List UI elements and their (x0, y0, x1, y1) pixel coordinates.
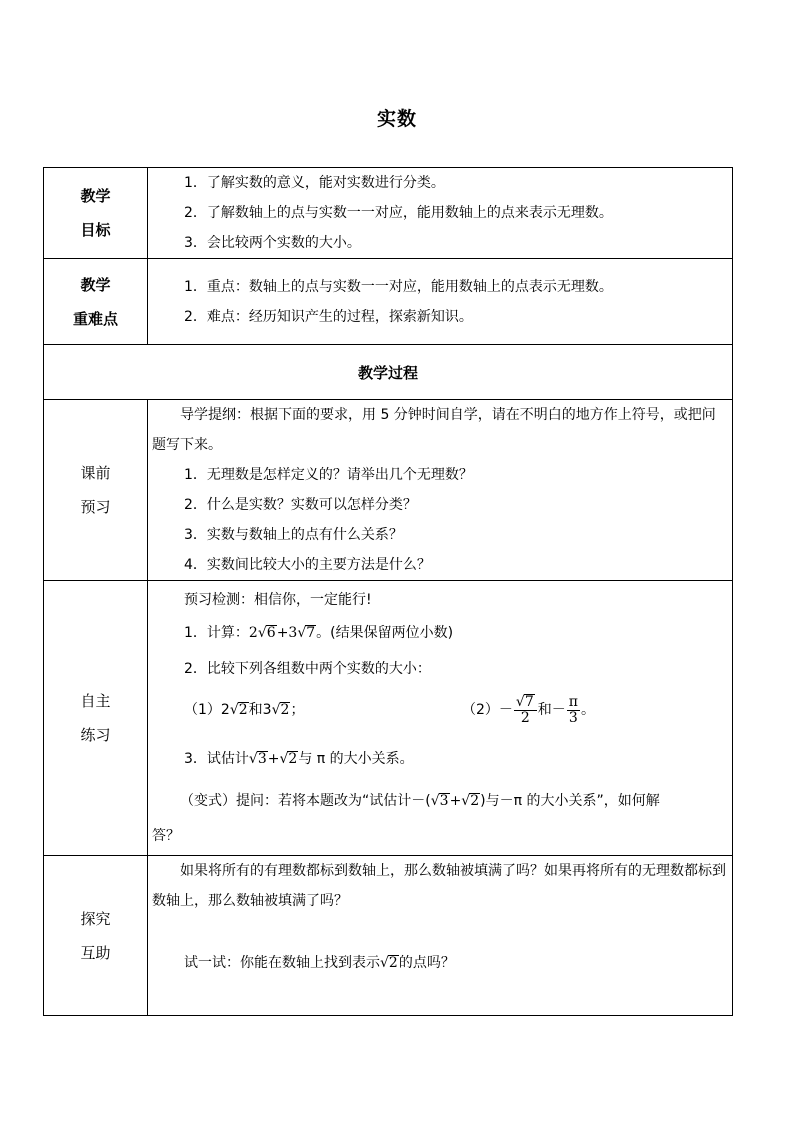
q3-radicand2: 2 (288, 751, 298, 767)
label-preview-line1: 课前 (80, 464, 111, 482)
q2b-frac2-num: π (568, 693, 578, 710)
variant-radicand2: 2 (470, 793, 480, 809)
label-practice-line2: 练习 (80, 726, 111, 744)
q2a-mid: 和3 (248, 702, 272, 718)
sqrt-sign: √ (430, 793, 440, 809)
q2a (184, 687, 304, 733)
label-objectives-line1: 教学 (80, 187, 111, 205)
practice-q1 (152, 615, 728, 651)
variant-radicand1: 3 (439, 793, 449, 809)
label-explore-line1: 探究 (80, 909, 111, 928)
q2b-frac1-radicand: 7 (524, 694, 534, 710)
label-preview-line2: 预习 (80, 498, 111, 516)
row-practice (44, 581, 733, 856)
variant-plus: + (449, 793, 462, 809)
key-points-content (148, 259, 733, 345)
q2b (462, 687, 595, 733)
objectives-content (148, 168, 733, 259)
explore-try (152, 946, 728, 980)
sqrt-sign: √ (380, 955, 389, 971)
sqrt-sign: √ (461, 793, 471, 809)
practice-check: 预习检测：相信你，一定能行! (184, 592, 372, 608)
practice-variant-end: 答？ (152, 828, 180, 844)
row-explore (44, 856, 733, 1016)
preview-content (148, 400, 733, 581)
key-point-item: 2．难点：经历知识产生的过程，探索新知识。 (184, 308, 473, 325)
q3-plus: + (267, 751, 280, 767)
q1-prefix: 1．计算： (184, 625, 249, 641)
q2b-frac2-den: 3 (568, 709, 578, 726)
key-point-item: 1．重点：数轴上的点与实数一一对应，能用数轴上的点表示无理数。 (184, 278, 613, 295)
preview-item: 3．实数与数轴上的点有什么关系？ (184, 527, 403, 543)
practice-variant (152, 781, 728, 821)
label-explore (44, 856, 148, 1016)
practice-q2-parts (152, 687, 728, 737)
sqrt-sign: √ (515, 694, 525, 710)
q2b-frac1 (514, 694, 537, 726)
label-practice (44, 581, 148, 856)
q1-radicand2: 7 (306, 625, 316, 641)
variant-suffix: )与－π 的大小关系”，如何解 (480, 793, 660, 809)
label-explore-line2: 互助 (80, 943, 111, 962)
preview-item: 2．什么是实数？实数可以怎样分类？ (184, 497, 417, 513)
q2a-radicand2: 2 (280, 702, 290, 718)
q2b-suffix: 。 (580, 702, 595, 718)
process-heading: 教学过程 (44, 345, 733, 400)
q3-prefix: 3．试估计 (184, 751, 249, 767)
objective-item: 2．了解数轴上的点与实数一一对应，能用数轴上的点来表示无理数。 (184, 205, 613, 221)
objective-item: 1．了解实数的意义，能对实数进行分类。 (184, 175, 445, 191)
q2a-prefix: （1）2 (184, 702, 230, 718)
practice-content (148, 581, 733, 856)
sqrt-sign: √ (297, 625, 307, 641)
objective-item: 3．会比较两个实数的大小。 (184, 235, 361, 251)
sqrt-sign: √ (279, 751, 289, 767)
try-radicand: 2 (388, 955, 398, 971)
row-process-heading (44, 345, 733, 400)
sqrt-sign: √ (257, 625, 267, 641)
label-objectives-line2: 目标 (80, 221, 111, 239)
preview-intro: 导学提纲：根据下面的要求，用 5 分钟时间自学，请在不明白的地方作上符号，或把问题写下来。 (152, 407, 716, 453)
q2a-radicand1: 2 (238, 702, 248, 718)
q1-coef: 2 (248, 625, 258, 641)
q3-radicand1: 3 (257, 751, 267, 767)
q2a-suffix: ； (290, 702, 305, 718)
label-objectives (44, 168, 148, 259)
lesson-table (43, 167, 733, 1016)
sqrt-sign: √ (248, 751, 258, 767)
q2b-frac2 (567, 695, 580, 726)
practice-q2: 2．比较下列各组数中两个实数的大小： (184, 661, 431, 677)
try-prefix: 试一试：你能在数轴上找到表示 (184, 955, 380, 971)
q1-radicand1: 6 (266, 625, 276, 641)
q1-plus: +3 (276, 625, 298, 641)
q3-suffix: 与 π 的大小关系。 (298, 751, 414, 767)
preview-item: 4．实数间比较大小的主要方法是什么？ (184, 557, 431, 573)
document-title: 实数 (376, 108, 417, 130)
label-key-points-line1: 教学 (80, 275, 111, 294)
sqrt-sign: √ (271, 702, 281, 718)
label-key-points-line2: 重难点 (72, 309, 118, 328)
q2b-mid: 和－ (537, 702, 566, 718)
label-key-points (44, 259, 148, 345)
variant-prefix: （变式）提问：若将本题改为“试估计－( (180, 793, 431, 809)
sqrt-sign: √ (229, 702, 239, 718)
try-suffix: 的点吗？ (398, 955, 455, 971)
practice-q3 (152, 737, 728, 781)
q2b-frac1-den: 2 (520, 710, 530, 726)
explore-paragraph: 如果将所有的有理数都标到数轴上，那么数轴被填满了吗？如果再将所有的无理数都标到数轴上，那么数轴被填满了吗？ (152, 863, 726, 909)
q2b-frac1-num (514, 694, 537, 711)
label-preview (44, 400, 148, 581)
row-key-points (44, 259, 733, 345)
explore-content (148, 856, 733, 1016)
q1-suffix: 。(结果保留两位小数) (316, 625, 454, 641)
preview-item: 1．无理数是怎样定义的？请举出几个无理数？ (184, 467, 473, 483)
row-preview (44, 400, 733, 581)
q2b-prefix: （2）－ (462, 702, 513, 718)
row-objectives (44, 168, 733, 259)
label-practice-line1: 自主 (80, 692, 111, 710)
